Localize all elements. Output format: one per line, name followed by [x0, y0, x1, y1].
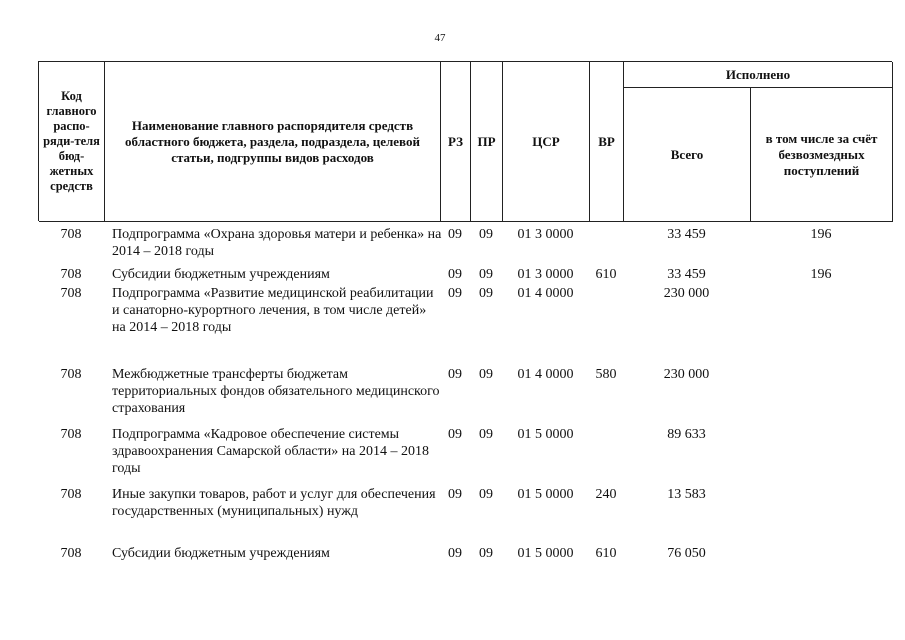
cell-total: 33 459 [667, 267, 706, 282]
cell-code: 708 [60, 267, 82, 282]
header-csr: ЦСР [503, 62, 590, 222]
cell-vr: 240 [595, 487, 617, 502]
header-total: Всего [624, 88, 751, 222]
cell-rz: 09 [448, 286, 462, 301]
cell-total: 230 000 [663, 367, 710, 382]
cell-free: 196 [810, 227, 832, 242]
header-rz: РЗ [441, 62, 471, 222]
cell-pr: 09 [479, 367, 493, 382]
cell-total: 33 459 [667, 227, 706, 242]
cell-free: 196 [810, 267, 832, 282]
cell-name: Субсидии бюджетным учреждениям [112, 267, 330, 282]
cell-pr: 09 [479, 227, 493, 242]
cell-rz: 09 [448, 427, 462, 442]
cell-rz: 09 [448, 487, 462, 502]
cell-total: 76 050 [667, 546, 706, 561]
cell-code: 708 [60, 487, 82, 502]
page-number: 47 [434, 32, 446, 44]
cell-name: Межбюджетные трансферты бюджетам территориальных фондов обязательного медицинского страхования [112, 367, 440, 416]
cell-pr: 09 [479, 267, 493, 282]
cell-csr: 01 4 0000 [517, 286, 574, 301]
cell-csr: 01 3 0000 [517, 267, 574, 282]
table-header [38, 61, 892, 221]
header-pr: ПР [471, 62, 503, 222]
cell-name: Подпрограмма «Развитие медицинской реабилитации и санаторно-курортного лечения, в том числе детей» на 2014 – 2018 годы [112, 286, 434, 335]
cell-csr: 01 3 0000 [517, 227, 574, 242]
cell-csr: 01 5 0000 [517, 546, 574, 561]
cell-rz: 09 [448, 227, 462, 242]
cell-total: 13 583 [667, 487, 706, 502]
cell-code: 708 [60, 227, 82, 242]
cell-pr: 09 [479, 286, 493, 301]
cell-code: 708 [60, 367, 82, 382]
header-name: Наименование главного распорядителя средств областного бюджета, раздела, подраздела, целевой статьи, подгруппы видов расходов [105, 62, 441, 222]
cell-total: 230 000 [663, 286, 710, 301]
cell-pr: 09 [479, 427, 493, 442]
cell-rz: 09 [448, 267, 462, 282]
cell-name: Подпрограмма «Охрана здоровья матери и ребенка» на 2014 – 2018 годы [112, 227, 442, 259]
cell-code: 708 [60, 546, 82, 561]
header-free: в том числе за счёт безвозмездных поступлений [751, 88, 893, 222]
cell-csr: 01 5 0000 [517, 427, 574, 442]
cell-total: 89 633 [667, 427, 706, 442]
cell-pr: 09 [479, 546, 493, 561]
cell-name: Подпрограмма «Кадровое обеспечение системы здравоохранения Самарской области» на 2014 – 2018 годы [112, 427, 429, 476]
header-executed: Исполнено [624, 62, 893, 88]
cell-vr: 580 [595, 367, 617, 382]
cell-rz: 09 [448, 546, 462, 561]
header-vr: ВР [590, 62, 624, 222]
cell-pr: 09 [479, 487, 493, 502]
cell-vr: 610 [595, 267, 617, 282]
cell-name: Иные закупки товаров, работ и услуг для обеспечения государственных (муниципальных) нужд [112, 487, 436, 519]
cell-code: 708 [60, 427, 82, 442]
cell-name: Субсидии бюджетным учреждениям [112, 546, 330, 561]
cell-code: 708 [60, 286, 82, 301]
header-code: Код главного распо-ряди-теля бюд-жетных средств [39, 62, 105, 222]
cell-csr: 01 5 0000 [517, 487, 574, 502]
cell-rz: 09 [448, 367, 462, 382]
cell-csr: 01 4 0000 [517, 367, 574, 382]
cell-vr: 610 [595, 546, 617, 561]
